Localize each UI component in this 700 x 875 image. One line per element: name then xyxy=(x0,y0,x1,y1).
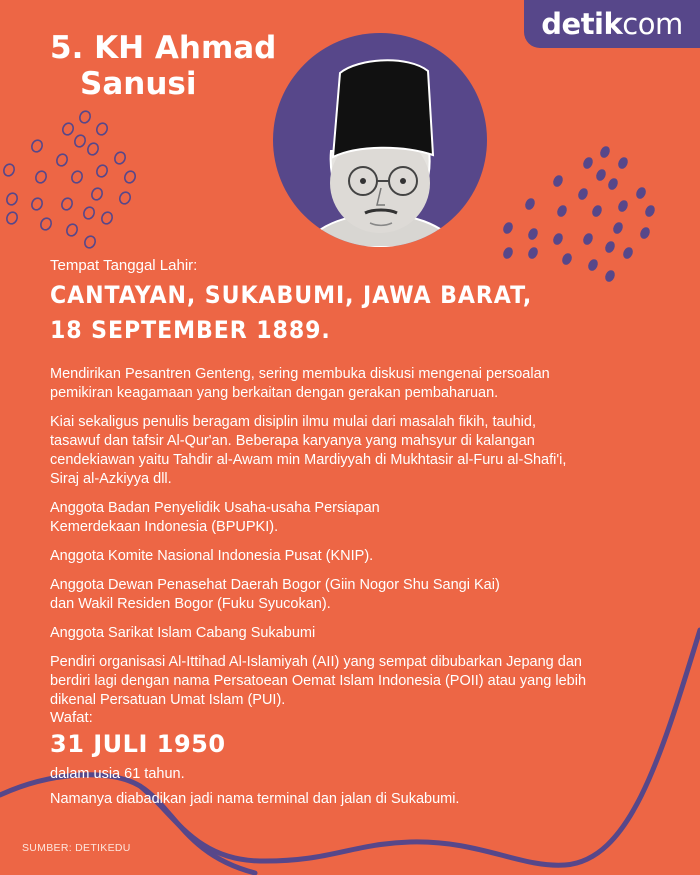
paragraph-bpupki: Anggota Badan Penyelidik Usaha-usaha Persiapan Kemerdekaan Indonesia (BPUPKI). xyxy=(50,500,380,535)
paragraph-bogor: Anggota Dewan Penasehat Daerah Bogor (Giin Nogor Shu Sangi Kai) dan Wakil Residen Bogor (Fuku Syucokan). xyxy=(50,577,500,612)
legacy-note: Namanya diabadikan jadi nama terminal dan jalan di Sukabumi. xyxy=(50,791,460,807)
detikcom-logo[interactable] xyxy=(524,0,700,48)
paragraph-sarikat-islam: Anggota Sarikat Islam Cabang Sukabumi xyxy=(50,625,316,641)
death-age: dalam usia 61 tahun. xyxy=(50,766,185,782)
logo-bold-text: detik xyxy=(541,7,623,41)
page-title xyxy=(50,30,276,102)
death-label: Wafat: xyxy=(50,709,93,726)
biography-paragraphs xyxy=(50,365,670,720)
birth-place-date xyxy=(50,278,532,348)
title-line-2: Sanusi xyxy=(80,66,197,102)
title-line-1: 5. KH Ahmad xyxy=(50,30,277,66)
paragraph-pesantren: Mendirikan Pesantren Genteng, sering membuka diskusi mengenai persoalan pemikiran keagamaan yang berkaitan dengan gerakan pembaharuan. xyxy=(50,366,550,401)
paragraph-works: Kiai sekaligus penulis beragam disiplin ilmu mulai dari masalah fikih, tauhid, tasawuf dan tafsir Al-Qur'an. Beberapa karyanya yang mahsyur di kalangan cendekiawan yaitu Tahdir al-Awam min Mardiyyah di Mukhtasir al-Furu al-Shafi'i, Siraj al-Azkiyya dll. xyxy=(50,414,567,487)
source-credit: SUMBER: DETIKEDU xyxy=(22,842,131,854)
paragraph-pui: Pendiri organisasi Al-Ittihad Al-Islamiyah (AII) yang sempat dibubarkan Jepang dan berdiri lagi dengan nama Persatoean Oemat Islam Indonesia (POII) atau yang lebih dikenal Persatuan Umat Islam (PUI). xyxy=(50,654,587,708)
birth-line-1: CANTAYAN, SUKABUMI, JAWA BARAT, xyxy=(50,281,533,309)
death-date: 31 JULI 1950 xyxy=(50,730,226,758)
portrait-illustration-icon xyxy=(273,33,487,247)
birth-line-2: 18 SEPTEMBER 1889. xyxy=(50,316,331,344)
paragraph-knip: Anggota Komite Nasional Indonesia Pusat (KNIP). xyxy=(50,548,374,564)
logo-light-text: com xyxy=(622,7,683,41)
portrait-photo xyxy=(273,33,487,247)
filled-dots-decoration xyxy=(480,130,700,290)
birth-label: Tempat Tanggal Lahir: xyxy=(50,257,198,274)
outlined-dots-decoration xyxy=(0,100,160,250)
